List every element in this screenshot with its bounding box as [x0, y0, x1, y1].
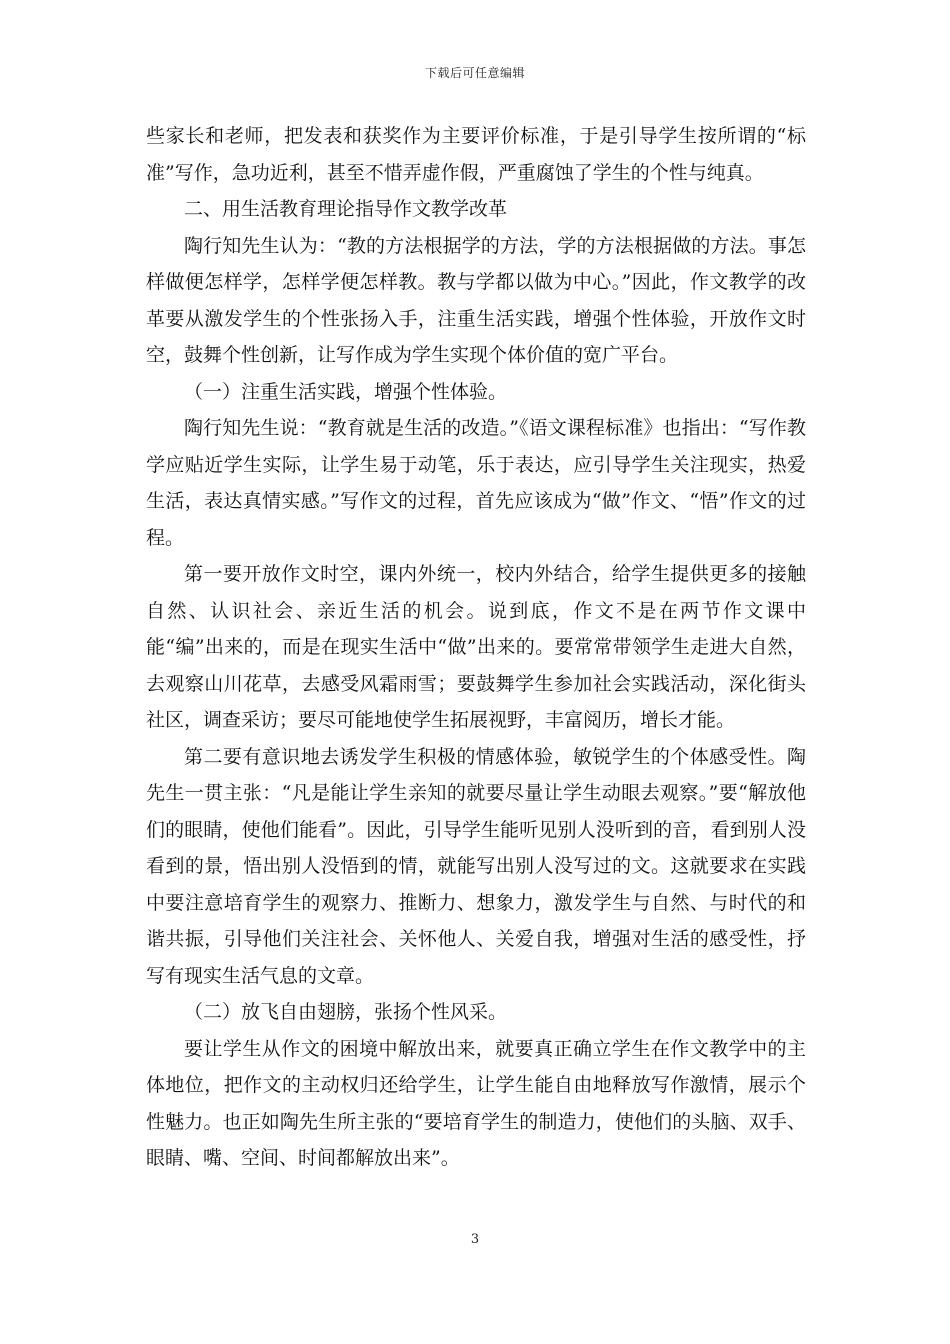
paragraph-continuation: 些家长和老师，把发表和获奖作为主要评价标准，于是引导学生按所谓的“标准”写作，急功近利，甚至不惜弄虚作假，严重腐蚀了学生的个性与纯真。 [146, 125, 806, 184]
subsection-heading-2: （二）放飞自由翅膀，张扬个性风采。 [184, 1001, 508, 1023]
document-body [146, 118, 806, 1177]
paragraph-tao-quote: 陶行知先生认为：“教的方法根据学的方法，学的方法根据做的方法。事怎样做便怎样学，怎样学便怎样教。教与学都以做为中心。”因此，作文教学的改革要从激发学生的个性张扬入手，注重生活实践，增强个性体验，开放作文时空，鼓舞个性创新，让写作成为学生实现个体价值的宽广平台。 [146, 234, 806, 366]
paragraph-freedom: 要让学生从作文的困境中解放出来，就要真正确立学生在作文教学中的主体地位，把作文的主动权归还给学生，让学生能自由地释放写作激情，展示个性魅力。也正如陶先生所主张的“要培育学生的制造力，使他们的头脑、双手、眼睛、嘴、空间、时间都解放出来”。 [146, 1037, 806, 1169]
subsection-heading-1: （一）注重生活实践，增强个性体验。 [184, 380, 508, 403]
page-header: 下载后可任意编辑 [424, 66, 525, 80]
paragraph-life-education: 陶行知先生说：“教育就是生活的改造。”《语文课程标准》也指出：“写作教学应贴近学生实际，让学生易于动笔，乐于表达，应引导学生关注现实，热爱生活，表达真情实感。”写作文的过程，首先应该成为“做”作文、“悟”作文的过程。 [146, 417, 806, 549]
paragraph-second-point: 第二要有意识地去诱发学生积极的情感体验，敏锐学生的个体感受性。陶先生一贯主张：“凡是能让学生亲知的就要尽量让学生动眼去观察。”要“解放他们的眼睛，使他们能看”。因此，引导学生能听见别人没听到的音，看到别人没看到的景，悟出别人没悟到的情，就能写出别人没写过的文。这就要求在实践中要注意培育学生的观察力、推断力、想象力，激发学生与自然、与时代的和谐共振，引导他们关注社会、关怀他人、关爱自我，增强对生活的感受性，抒写有现实生活气息的文章。 [146, 745, 806, 987]
paragraph-first-point: 第一要开放作文时空，课内外统一，校内外结合，给学生提供更多的接触自然、认识社会、亲近生活的机会。说到底，作文不是在两节作文课中能“编”出来的，而是在现实生活中“做”出来的。要常常带领学生走进大自然，去观察山川花草，去感受风霜雨雪；要鼓舞学生参加社会实践活动，深化街头社区，调查采访；要尽可能地使学生拓展视野，丰富阅历，增长才能。 [146, 563, 806, 731]
section-heading-2: 二、用生活教育理论指导作文教学改革 [184, 198, 508, 220]
page-number: 3 [470, 1232, 480, 1247]
